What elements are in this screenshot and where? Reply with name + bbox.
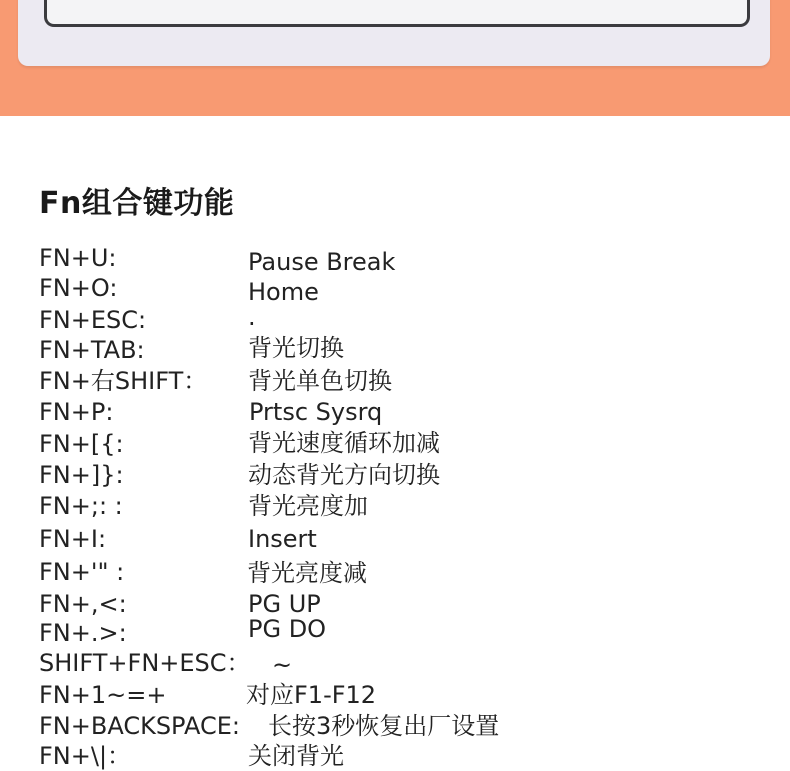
shortcut-key: FN+'" :: [39, 558, 125, 586]
shortcut-function: PG DO: [248, 615, 327, 643]
shortcut-function: ~: [272, 651, 293, 679]
shortcut-function: 背光速度循环加减: [248, 429, 440, 457]
shortcut-key: FN+1~=+: [39, 681, 167, 709]
shortcut-function: Pause Break: [248, 248, 396, 276]
shortcut-key: SHIFT+FN+ESC：: [39, 649, 251, 677]
shortcut-function: 长按3秒恢复出厂设置: [268, 712, 500, 740]
shortcut-key: FN+P:: [39, 398, 114, 426]
shortcut-key: FN+,<:: [39, 590, 127, 618]
shortcut-key: FN+I:: [39, 525, 107, 553]
shortcut-function: .: [248, 303, 256, 331]
shortcut-function: Home: [248, 278, 319, 306]
shortcut-key: FN+BACKSPACE:: [39, 712, 240, 740]
shortcut-function: 背光单色切换: [248, 367, 392, 395]
shortcut-key: FN+U:: [39, 244, 117, 272]
shortcut-key: FN+ESC:: [39, 306, 147, 334]
shortcut-function: 背光切换: [248, 334, 344, 362]
shortcut-function: Insert: [248, 525, 317, 553]
shortcut-function: 对应F1-F12: [246, 681, 377, 709]
shortcut-function: 动态背光方向切换: [248, 461, 440, 489]
shortcut-key: FN+TAB:: [39, 336, 145, 364]
shortcut-function: 关闭背光: [248, 742, 344, 770]
shortcut-function: PG UP: [248, 590, 321, 618]
shortcut-function: 背光亮度加: [248, 492, 368, 520]
shortcut-key: FN+[{:: [39, 430, 124, 458]
shortcut-key: FN+右SHIFT：: [39, 367, 208, 395]
shortcut-key: FN+\|：: [39, 742, 132, 770]
shortcut-function: 背光亮度减: [247, 559, 367, 587]
shortcut-function: Prtsc Sysrq: [249, 398, 383, 426]
shortcut-key: FN+;: :: [39, 492, 123, 520]
page-title: Fn组合键功能: [39, 186, 235, 221]
shortcut-key: FN+.>:: [39, 619, 127, 647]
shortcut-key: FN+O:: [39, 274, 118, 302]
shortcut-key: FN+]}:: [39, 461, 124, 489]
